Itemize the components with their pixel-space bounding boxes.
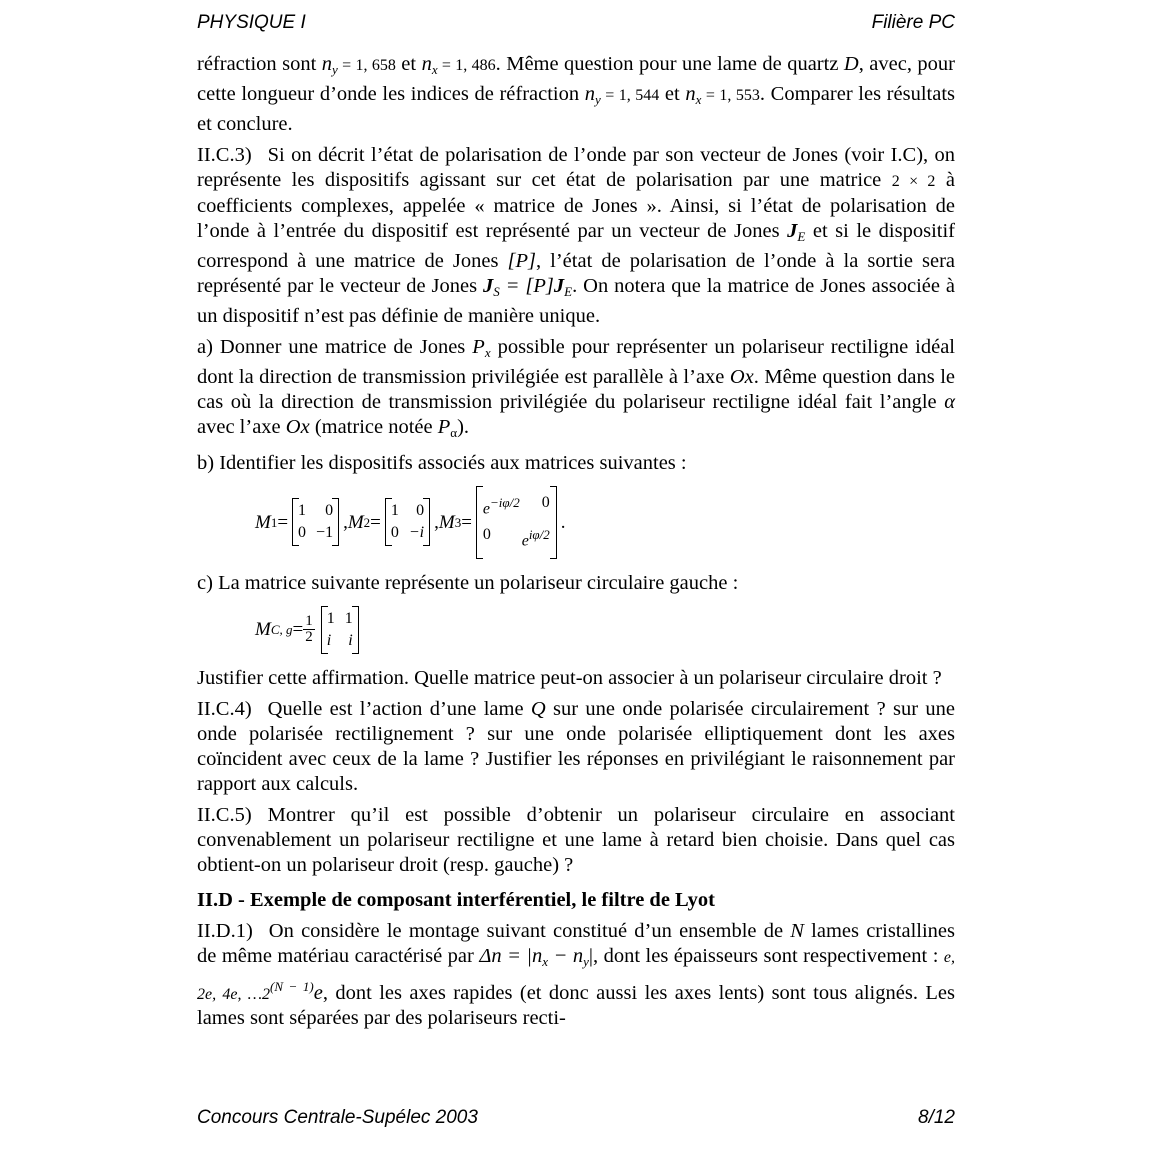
footer-page-number: 8/12 — [918, 1107, 955, 1128]
section-heading: II.D - Exemple de composant interférentiel, le filtre de Lyot — [197, 888, 715, 911]
page-header — [197, 12, 955, 34]
matrix-m3: $e^{-i\varphi/2}$ 0 0 $e^{i\varphi/2}$ — [476, 486, 557, 559]
paragraph-circular-polarizer: II.C.5) Montrer qu’il est possible d’obtenir un polariseur circulaire en associant convenablement un polariseur rectiligne et une lame à retard bien choisie. Dans quel cas obtient-on un polariseur droit (resp. gauche) ? — [197, 803, 955, 876]
header-subject: PHYSIQUE I — [197, 12, 306, 33]
header-track: Filière PC — [871, 12, 955, 33]
matrix-m1: 1 0 0 −1 — [292, 498, 339, 546]
paragraph-lyot: II.D.1) On considère le montage suivant constitué d’un ensemble de N lames cristallines de même matériau caractérisé par $\Delta n = |n_x - n_y|$, dont les épaisseurs sont respectivement : e, 2e, 4e, $\dots 2^{(N - 1)}e$, dont les axes rapides (et donc aussi les axes lents) sont tous alignés. Les lames sont séparées par des polariseurs recti- — [197, 919, 955, 1030]
question-label: b) — [197, 452, 215, 474]
question-label: a) — [197, 336, 213, 358]
paragraph-refraction: réfraction sont $n_y = 1$, 658 et $n_x = 1$, 486. Même question pour une lame de quartz D, avec, pour cette longueur d’onde les indices de réfraction $n_y = 1$, 544 et $n_x = 1$, 553. Comparer les résultats et conclure. — [197, 53, 955, 135]
paragraph-question-b: b) Identifier les dispositifs associés aux matrices suivantes : — [197, 452, 687, 474]
equation-matrices: M 1 = 1 0 0 −1 , M 2 = 1 0 0 −i , M 3 = $e^{-i\varphi/2}$ 0 0 $e^{i\varphi/2}$ . — [255, 486, 955, 559]
question-label: II.C.5) — [197, 803, 252, 826]
question-label: II.D.1) — [197, 919, 253, 942]
paragraph-jones-matrix: II.C.3) Si on décrit l’état de polarisation de l’onde par son vecteur de Jones (voir I.C), on représente les dispositifs agissant sur cet état de polarisation par une matrice 2 × 2 à coefficients complexes, appelée « matrice de Jones ». Ainsi, si l’état de polarisation de l’onde à l’entrée du dispositif est représenté par un vecteur de Jones $J_E$ et si le dispositif correspond à une matrice de Jones [P], l’état de polarisation de l’onde à la sortie sera représenté par le vecteur de Jones $J_S = [P]J_E$. On notera que la matrice de Jones associée à un dispositif n’est pas définie de manière unique. — [197, 144, 956, 327]
question-label: II.C.3) — [197, 144, 252, 166]
matrix-mcg: 1 1 i i — [321, 606, 359, 654]
paragraph-lame-q: II.C.4) Quelle est l’action d’une lame Q sur une onde polarisée circulairement ? sur une onde polarisée rectilignement ? sur une onde polarisée elliptiquement dont les axes coïncident avec ceux de la lame ? Justifier les réponses en privilégiant le raisonnement par rapport aux calculs. — [197, 697, 955, 795]
fraction-one-half: $\frac{1}{2}$ — [305, 613, 313, 646]
matrix-m2: 1 0 0 −i — [385, 498, 430, 546]
paragraph-question-a: a) Donner une matrice de Jones $P_x$ possible pour représenter un polariseur rectiligne idéal dont la direction de transmission privilégiée est parallèle à l’axe Ox. Même question dans le cas où la direction de transmission privilégiée du polariseur rectiligne idéal fait l’angle α avec l’axe Ox (matrice notée $P_\alpha$). — [197, 336, 955, 440]
page-footer — [197, 1107, 955, 1129]
footer-competition: Concours Centrale-Supélec 2003 — [197, 1107, 478, 1128]
question-label: II.C.4) — [197, 697, 252, 720]
paragraph-justify: Justifier cette affirmation. Quelle matrice peut-on associer à un polariseur circulaire droit ? — [197, 666, 942, 689]
paragraph-question-c: c) La matrice suivante représente un polariseur circulaire gauche : — [197, 571, 739, 594]
equation-circular-polarizer: M C, g = $\frac{1}{2}$ 1 1 i i — [255, 606, 955, 654]
question-label: c) — [197, 571, 213, 594]
page-content — [197, 52, 955, 1037]
